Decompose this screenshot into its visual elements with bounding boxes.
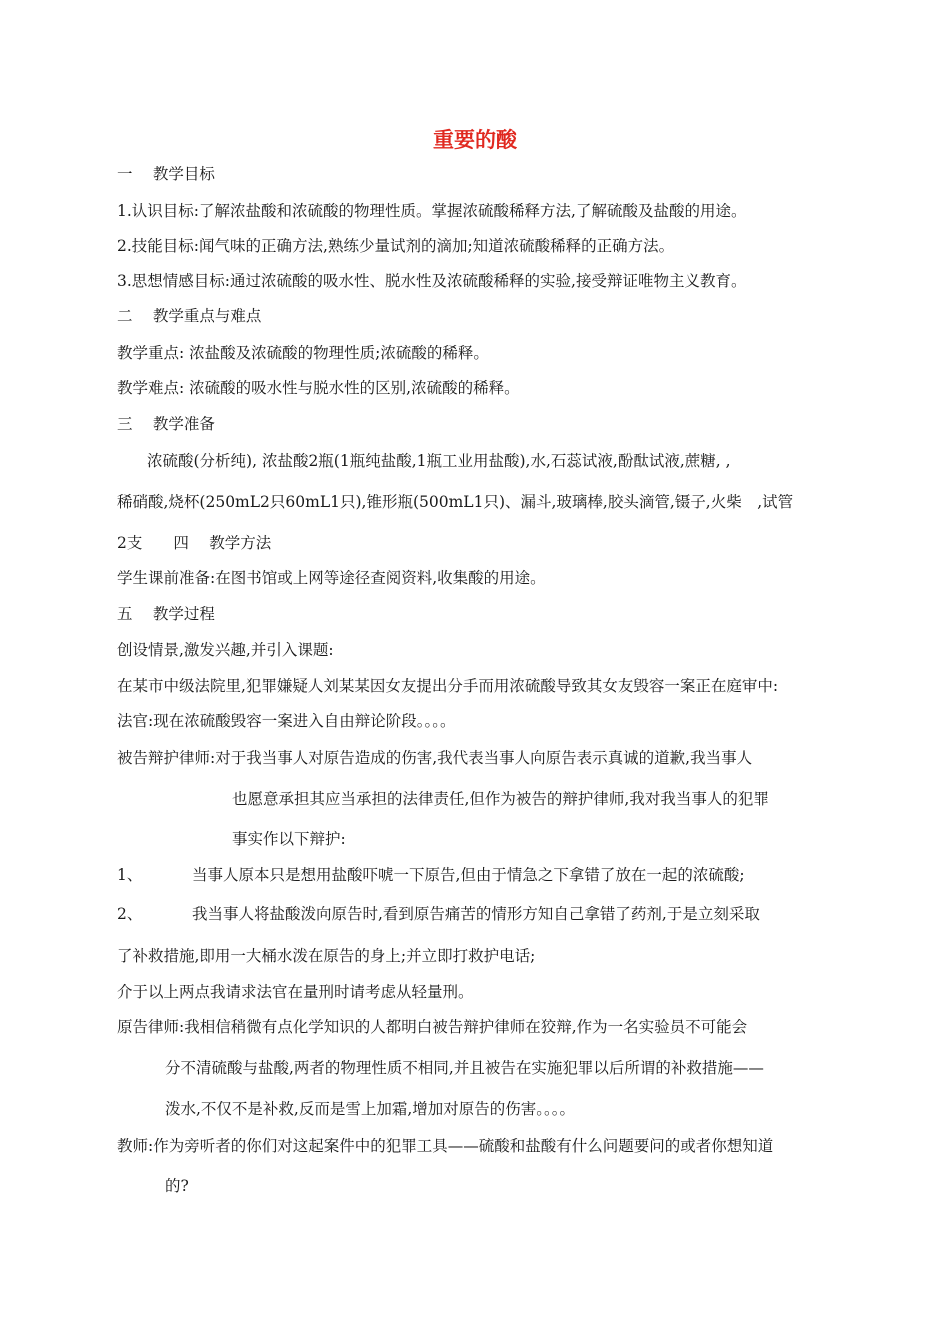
list-item: 我当事人将盐酸泼向原告时,看到原告痛苦的情形方知自己拿错了药剂,于是立刻采取	[192, 905, 760, 923]
paragraph-line: 被告辩护律师:对于我当事人对原告造成的伤害,我代表当事人向原告表示真诚的道歉,我当事人	[117, 749, 753, 767]
paragraph-line: 原告律师:我相信稍微有点化学知识的人都明白被告辩护律师在狡辩,作为一名实验员不可能会	[117, 1018, 748, 1036]
paragraph-line: 教学重点: 浓盐酸及浓硫酸的物理性质;浓硫酸的稀释。	[117, 344, 489, 362]
paragraph-line: 的?	[165, 1177, 189, 1195]
paragraph-line: 学生课前准备:在图书馆或上网等途径查阅资料,收集酸的用途。	[117, 569, 546, 587]
paragraph-line: 浓硫酸(分析纯), 浓盐酸2瓶(1瓶纯盐酸,1瓶工业用盐酸),水,石蕊试液,酚酞试液,蔗糖, ,	[147, 452, 731, 470]
paragraph-line: 创设情景,激发兴趣,并引入课题:	[117, 641, 334, 659]
paragraph-line: 在某市中级法院里,犯罪嫌疑人刘某某因女友提出分手而用浓硫酸导致其女友毁容一案正在庭审中:	[117, 677, 779, 695]
list-number: 1、	[117, 866, 143, 884]
section-heading-2: 二 教学重点与难点	[117, 307, 262, 325]
section-heading-5: 五 教学过程	[117, 605, 215, 623]
paragraph-line: 法官:现在浓硫酸毁容一案进入自由辩论阶段。。。。	[117, 712, 456, 730]
paragraph-line: 1.认识目标:了解浓盐酸和浓硫酸的物理性质。掌握浓硫酸稀释方法,了解硫酸及盐酸的用途。	[117, 202, 747, 220]
paragraph-line: 也愿意承担其应当承担的法律责任,但作为被告的辩护律师,我对我当事人的犯罪	[232, 790, 769, 808]
paragraph-line: 教学难点: 浓硫酸的吸水性与脱水性的区别,浓硫酸的稀释。	[117, 379, 520, 397]
paragraph-line: 3.思想情感目标:通过浓硫酸的吸水性、脱水性及浓硫酸稀释的实验,接受辩证唯物主义教育。	[117, 272, 747, 290]
paragraph-line: 泼水,不仅不是补救,反而是雪上加霜,增加对原告的伤害。。。。	[165, 1100, 576, 1118]
paragraph-line: 分不清硫酸与盐酸,两者的物理性质不相同,并且被告在实施犯罪以后所谓的补救措施——	[165, 1059, 764, 1077]
paragraph-line: 介于以上两点我请求法官在量刑时请考虑从轻量刑。	[117, 983, 474, 1001]
paragraph-line: 了补救措施,即用一大桶水泼在原告的身上;并立即打救护电话;	[117, 947, 536, 965]
section-heading-4: 2支 四 教学方法	[117, 534, 272, 552]
paragraph-line: 教师:作为旁听者的你们对这起案件中的犯罪工具——硫酸和盐酸有什么问题要问的或者你想知道	[117, 1137, 774, 1155]
list-number: 2、	[117, 905, 143, 923]
list-item: 当事人原本只是想用盐酸吓唬一下原告,但由于情急之下拿错了放在一起的浓硫酸;	[192, 866, 745, 884]
document-title: 重要的酸	[433, 128, 517, 152]
paragraph-line: 稀硝酸,烧杯(250mL2只60mL1只),锥形瓶(500mL1只)、漏斗,玻璃棒,胶头滴管,镊子,火柴 ,试管	[117, 493, 794, 511]
paragraph-line: 事实作以下辩护:	[232, 830, 346, 848]
section-heading-1: 一 教学目标	[117, 165, 215, 183]
section-heading-3: 三 教学准备	[117, 415, 215, 433]
paragraph-line: 2.技能目标:闻气味的正确方法,熟练少量试剂的滴加;知道浓硫酸稀释的正确方法。	[117, 237, 675, 255]
